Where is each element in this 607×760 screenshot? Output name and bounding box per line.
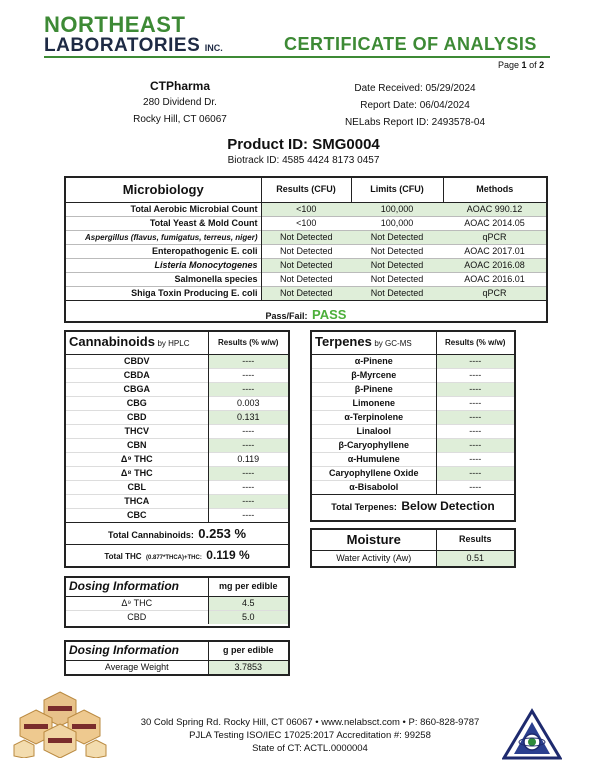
client-name: CTPharma: [149, 79, 211, 93]
dosing-mg-section: [64, 576, 290, 628]
table-row: Average Weight 3.7853: [66, 660, 288, 674]
terpenes-method: by GC-MS: [374, 339, 412, 349]
total-cannabinoids: Total Cannabinoids: 0.253 %: [66, 523, 288, 545]
moisture-title: Moisture: [312, 530, 436, 550]
microbiology-title: Microbiology: [66, 178, 261, 202]
terpenes-section: [310, 330, 516, 522]
cannabinoids-title: Cannabinoids: [69, 334, 155, 350]
dosing-mg-title: Dosing Information: [66, 578, 208, 596]
total-terpenes: Total Terpenes: Below Detection: [331, 498, 495, 513]
table-row: Δ⁹ THC 4.5: [66, 596, 288, 610]
table-row: CBN ----: [66, 438, 288, 452]
table-row: β-Caryophyllene ----: [312, 438, 514, 452]
table-row: α-Pinene ----: [312, 354, 514, 368]
lab-name-suffix: INC.: [204, 43, 223, 53]
dosing-g-title: Dosing Information: [66, 642, 208, 660]
accreditation-icon: [502, 708, 562, 760]
moisture-col-results: Results: [458, 534, 492, 545]
date-received: Date Received: 05/29/2024: [354, 83, 476, 94]
footer-address: 30 Cold Spring Rd. Rocky Hill, CT 06067 • www.nelabsct.com • P: 860-828-9787: [140, 717, 480, 728]
table-row: Caryophyllene Oxide ----: [312, 466, 514, 480]
document-title: CERTIFICATE OF ANALYSIS: [284, 34, 537, 54]
table-row: CBG 0.003: [66, 396, 288, 410]
table-row: α-Humulene ----: [312, 452, 514, 466]
table-row: THCV ----: [66, 424, 288, 438]
pass-fail: [66, 306, 546, 324]
moisture-section: [310, 528, 516, 568]
title-rule: [44, 56, 550, 58]
page-number: Page 1 of 2: [498, 60, 545, 70]
table-row: β-Myrcene ----: [312, 368, 514, 382]
table-row: Total Aerobic Microbial Count <100 100,000 AOAC 990.12: [66, 202, 546, 216]
table-row: Water Activity (Aw) 0.51: [312, 550, 514, 566]
table-row: Enteropathogenic E. coli Not Detected Not Detected AOAC 2017.01: [66, 244, 546, 258]
client-block: [120, 78, 240, 128]
micro-col-methods: Methods: [476, 184, 514, 195]
report-block: [330, 80, 500, 131]
badge-icon: [10, 690, 110, 758]
table-row: CBC ----: [66, 508, 288, 522]
table-row: α-Bisabolol ----: [312, 480, 514, 494]
table-row: Total Yeast & Mold Count <100 100,000 AOAC 2014.05: [66, 216, 546, 230]
product-id: Product ID: SMG0004: [227, 136, 380, 153]
pass-fail-value: PASS: [312, 306, 347, 322]
cannabinoids-method: by HPLC: [157, 339, 190, 349]
terpenes-title: Terpenes: [315, 334, 372, 350]
report-date: Report Date: 06/04/2024: [360, 100, 470, 111]
client-address1: 280 Dividend Dr.: [143, 97, 217, 108]
table-row: CBD 0.131: [66, 410, 288, 424]
microbiology-table: [66, 178, 546, 301]
table-row: Listeria Monocytogenes Not Detected Not Detected AOAC 2016.08: [66, 258, 546, 272]
total-thc: Total THC (0.877*THCA)+THC: 0.119 %: [104, 547, 250, 562]
table-row: Δ⁹ THC 0.119: [66, 452, 288, 466]
microbiology-section: [64, 176, 548, 323]
footer: [110, 716, 510, 755]
lab-name-line1: NORTHEAST: [44, 12, 186, 37]
certification-badges: [10, 690, 110, 758]
table-row: Aspergillus (flavus, fumigatus, terreus, niger) Not Detected Not Detected qPCR: [66, 230, 546, 244]
report-id: NELabs Report ID: 2493578-04: [344, 117, 486, 128]
biotrack-id: Biotrack ID: 4585 4424 8173 0457: [227, 155, 380, 166]
cannabinoids-section: [64, 330, 290, 568]
table-row: Δ⁸ THC ----: [66, 466, 288, 480]
cannabinoids-col-results: Results (% w/w): [218, 338, 279, 348]
table-row: β-Pinene ----: [312, 382, 514, 396]
table-row: CBDA ----: [66, 368, 288, 382]
table-row: Linalool ----: [312, 424, 514, 438]
table-row: Salmonella species Not Detected Not Detected AOAC 2016.01: [66, 272, 546, 286]
dosing-g-col: g per edible: [222, 645, 274, 656]
pass-fail-label: Pass/Fail:: [265, 310, 308, 321]
footer-state: State of CT: ACTL.0000004: [252, 743, 368, 754]
client-address2: Rocky Hill, CT 06067: [133, 114, 227, 125]
dosing-g-section: [64, 640, 290, 676]
total-terpenes-value: Below Detection: [401, 498, 495, 513]
micro-col-limits: Limits (CFU): [351, 178, 443, 202]
total-cannabinoids-value: 0.253 %: [198, 525, 246, 541]
lab-name-line2: LABORATORIES: [44, 35, 201, 56]
lab-logo: [44, 14, 264, 56]
table-row: α-Terpinolene ----: [312, 410, 514, 424]
footer-accreditation: PJLA Testing ISO/IEC 17025:2017 Accreditation #: 99258: [189, 730, 431, 741]
dosing-mg-col: mg per edible: [218, 581, 278, 592]
terpenes-col-results: Results (% w/w): [445, 338, 506, 348]
table-row: Limonene ----: [312, 396, 514, 410]
table-row: Shiga Toxin Producing E. coli Not Detected Not Detected qPCR: [66, 286, 546, 300]
table-row: CBDV ----: [66, 354, 288, 368]
table-row: CBGA ----: [66, 382, 288, 396]
table-row: CBD 5.0: [66, 610, 288, 624]
total-thc-value: 0.119 %: [206, 547, 250, 562]
table-row: THCA ----: [66, 494, 288, 508]
pjla-logo: [502, 708, 562, 760]
micro-col-results: Results (CFU): [261, 178, 351, 202]
table-row: CBL ----: [66, 480, 288, 494]
